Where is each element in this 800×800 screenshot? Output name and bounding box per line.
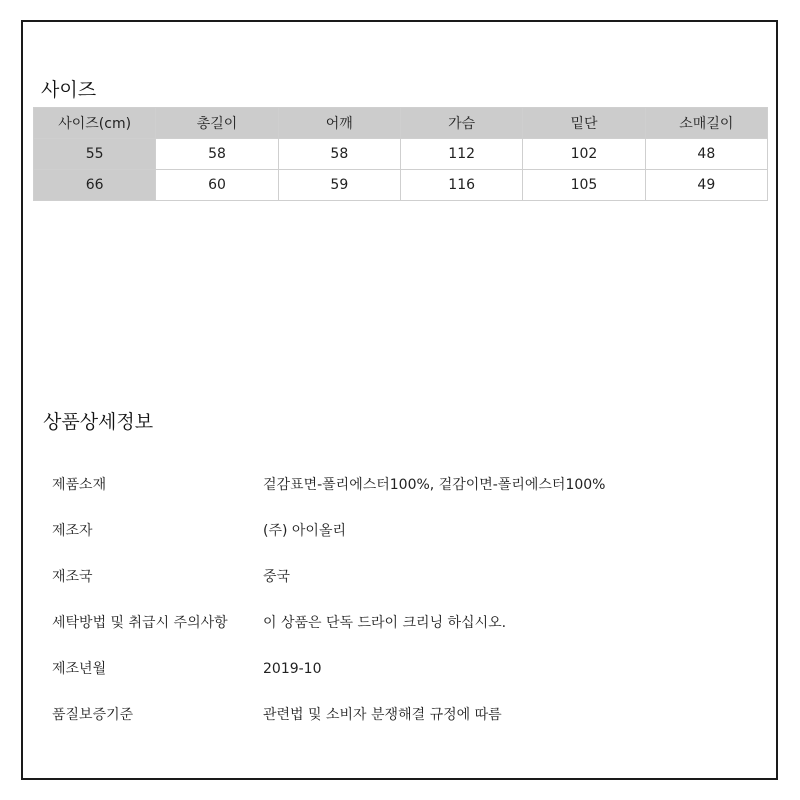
list-item (52, 566, 752, 612)
table-cell: 112 (400, 139, 522, 170)
detail-value: 관련법 및 소비자 분쟁해결 규정에 따름 (263, 707, 502, 723)
detail-value: (주) 아이올리 (263, 523, 346, 539)
size-table-header: 가슴 (400, 108, 522, 139)
table-row (34, 139, 768, 170)
list-item (52, 474, 752, 520)
detail-label: 품질보증기준 (52, 707, 134, 723)
table-cell: 59 (278, 170, 400, 201)
size-label-cell: 66 (34, 170, 156, 201)
list-item (52, 612, 752, 658)
size-table-header: 사이즈(cm) (34, 108, 156, 139)
table-cell: 116 (400, 170, 522, 201)
size-table-header: 총길이 (156, 108, 278, 139)
detail-label: 제품소재 (52, 477, 107, 493)
size-label-cell: 55 (34, 139, 156, 170)
list-item (52, 658, 752, 704)
table-cell: 58 (156, 139, 278, 170)
detail-label: 세탁방법 및 취급시 주의사항 (52, 615, 228, 631)
table-cell: 58 (278, 139, 400, 170)
detail-label: 재조국 (52, 569, 93, 585)
size-table-header: 소매길이 (645, 108, 767, 139)
detail-value: 중국 (263, 569, 291, 585)
detail-value: 겉감표면-폴리에스터100%, 겉감이면-폴리에스터100% (263, 477, 606, 493)
product-detail-list (52, 474, 752, 750)
detail-label: 제조년월 (52, 661, 107, 677)
detail-value: 이 상품은 단독 드라이 크리닝 하십시오. (263, 615, 507, 631)
size-table-header: 어깨 (278, 108, 400, 139)
product-detail-title: 상품상세정보 (43, 411, 154, 433)
detail-label: 제조자 (52, 523, 93, 539)
size-table-header: 밑단 (523, 108, 645, 139)
table-cell: 102 (523, 139, 645, 170)
list-item (52, 704, 752, 750)
table-cell: 105 (523, 170, 645, 201)
table-row (34, 170, 768, 201)
table-cell: 48 (645, 139, 767, 170)
size-table (33, 107, 768, 201)
list-item (52, 520, 752, 566)
table-cell: 60 (156, 170, 278, 201)
size-section-title: 사이즈 (41, 79, 97, 101)
detail-value: 2019-10 (263, 661, 322, 677)
size-table-header-row (34, 108, 768, 139)
table-cell: 49 (645, 170, 767, 201)
